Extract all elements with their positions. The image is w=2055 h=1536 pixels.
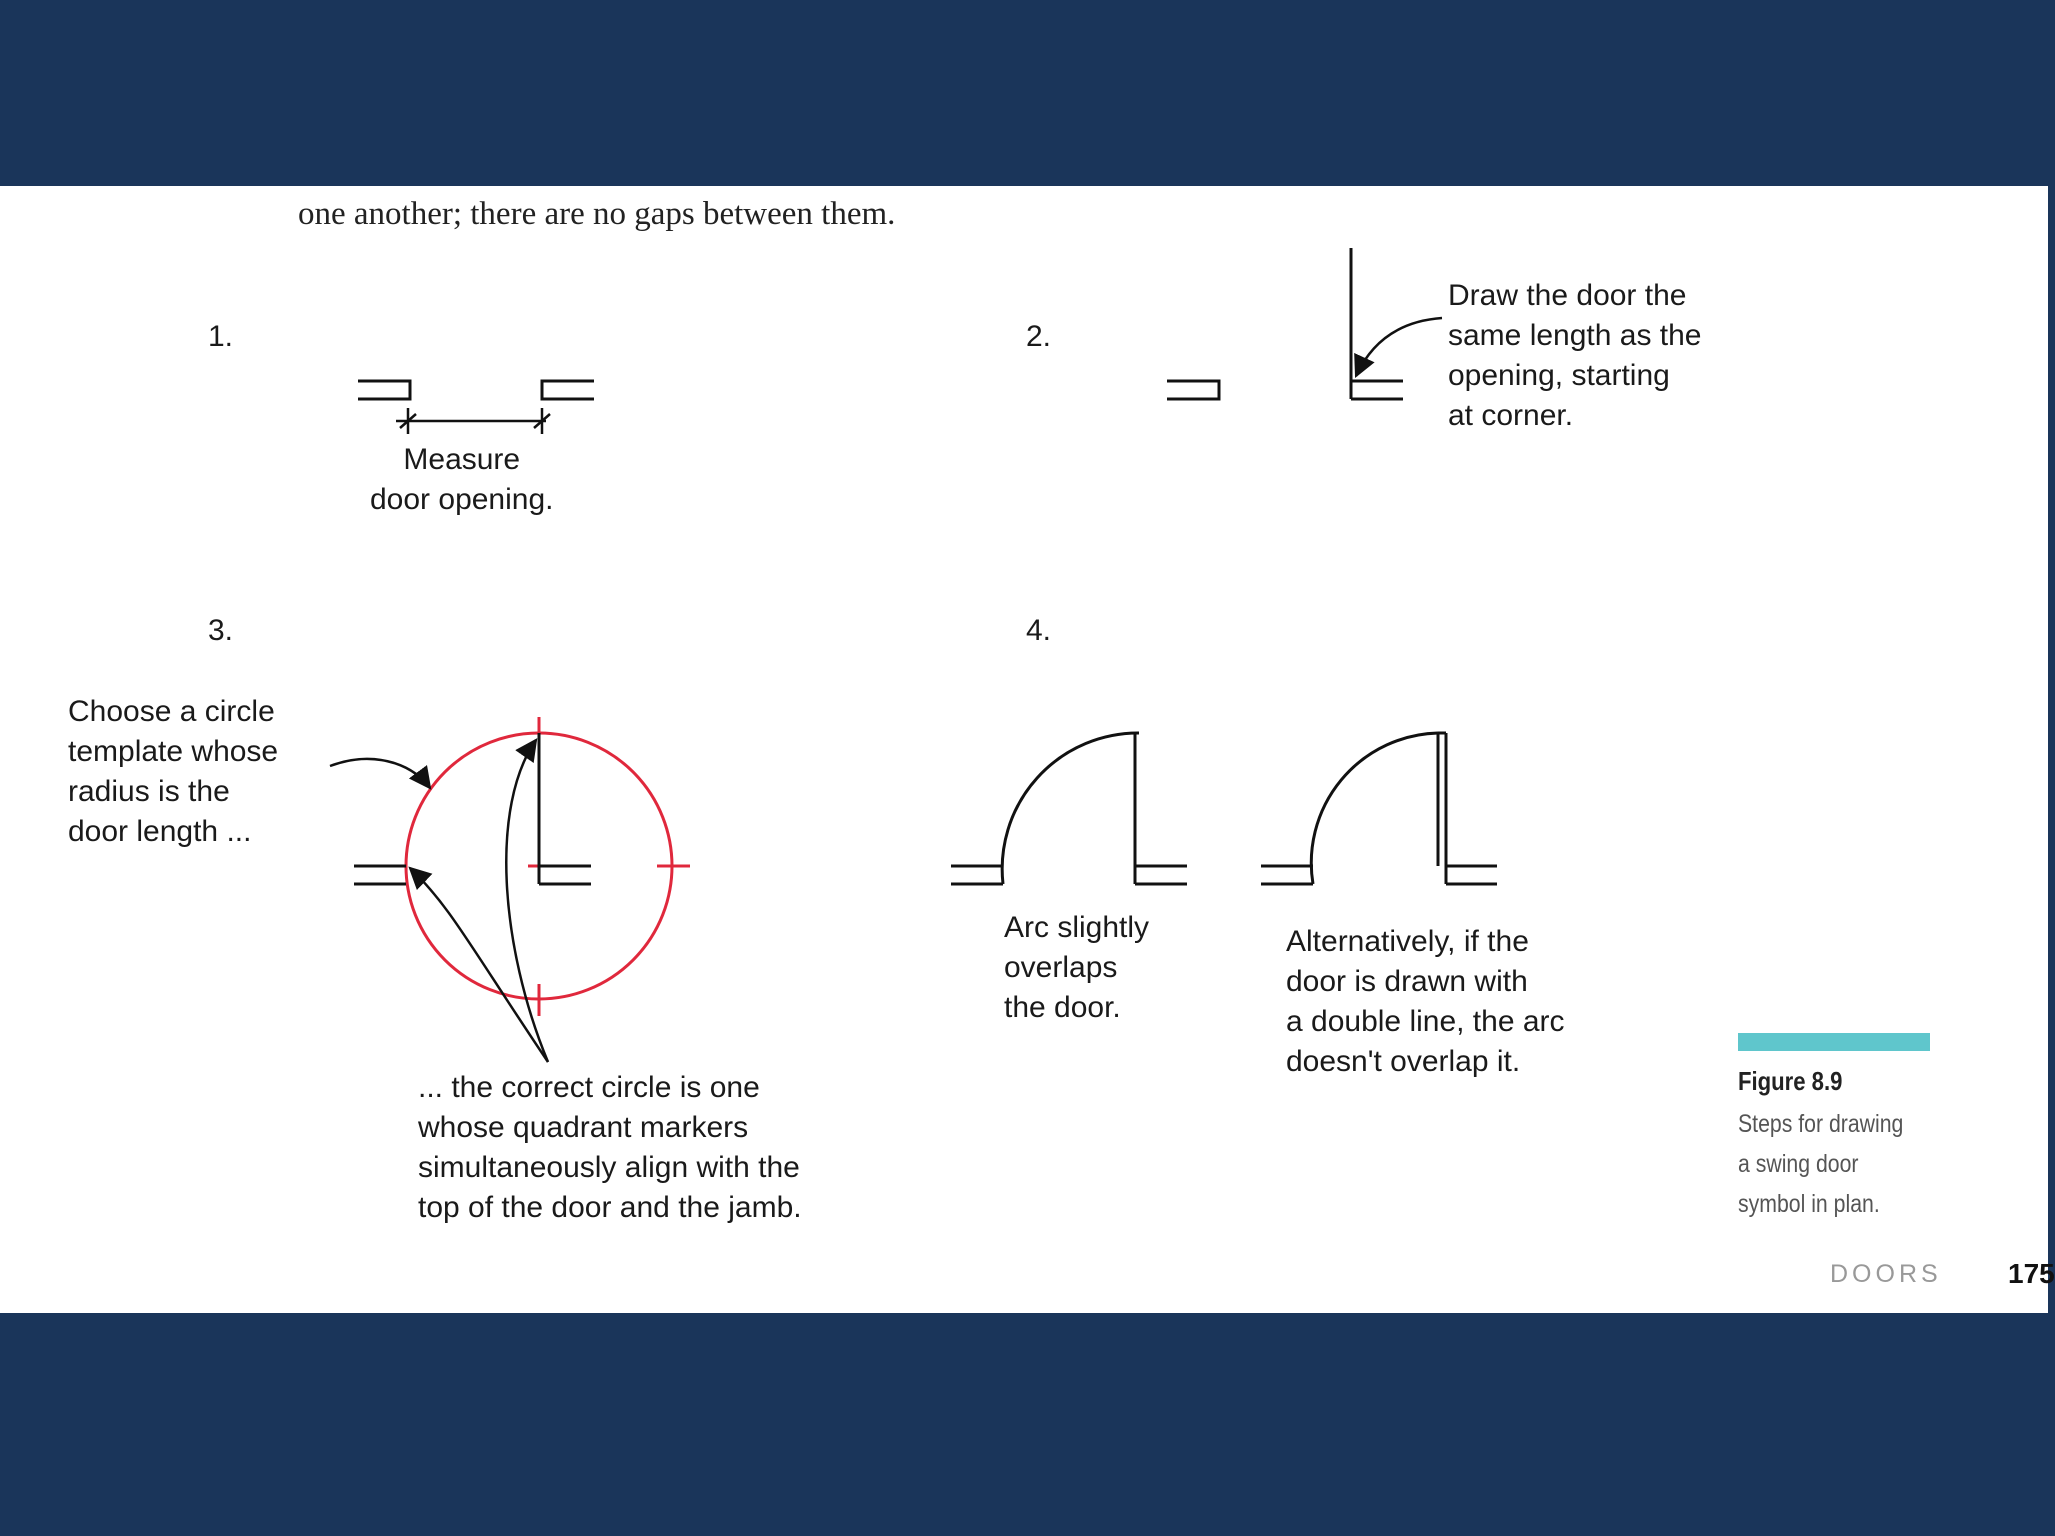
- page-number: 175: [2008, 1258, 2055, 1289]
- running-head: DOORS: [1830, 1260, 1942, 1288]
- step1-dimension-line: [396, 408, 550, 434]
- lead-text: one another; there are no gaps between them.: [298, 196, 896, 232]
- step-1-number: 1.: [208, 320, 234, 353]
- step-4-number: 4.: [1026, 614, 1052, 647]
- figure-caption: Steps for drawing a swing door symbol in plan.: [1738, 1110, 1904, 1218]
- figure-title: Figure 8.9: [1738, 1066, 1843, 1096]
- step4-single-line-door: [951, 733, 1187, 884]
- draw-door-label: Draw the door the same length as the opening, starting at corner.: [1448, 279, 1702, 432]
- choose-circle-label: Choose a circle template whose radius is the door length ...: [68, 695, 279, 848]
- arc-overlaps-label: Arc slightly overlaps the door.: [1004, 911, 1150, 1024]
- correct-circle-label: ... the correct circle is one whose quadrant markers simultaneously align with the top of the door and the jamb.: [418, 1071, 802, 1224]
- measure-opening-label: Measure door opening.: [370, 443, 554, 516]
- step1-wall-jambs: [358, 381, 594, 399]
- step-2-number: 2.: [1026, 320, 1052, 353]
- step2-wall-and-door: [1167, 248, 1403, 399]
- step3-wall-and-door: [354, 733, 591, 884]
- step4-double-line-door: [1261, 733, 1497, 884]
- step3-arrows: [330, 740, 548, 1062]
- step2-arrow: [1356, 318, 1442, 376]
- step-3-number: 3.: [208, 614, 234, 647]
- figure-accent-bar: [1738, 1033, 1930, 1051]
- book-page: [0, 186, 2055, 1313]
- double-line-label: Alternatively, if the door is drawn with a double line, the arc doesn't overlap it.: [1286, 925, 1565, 1078]
